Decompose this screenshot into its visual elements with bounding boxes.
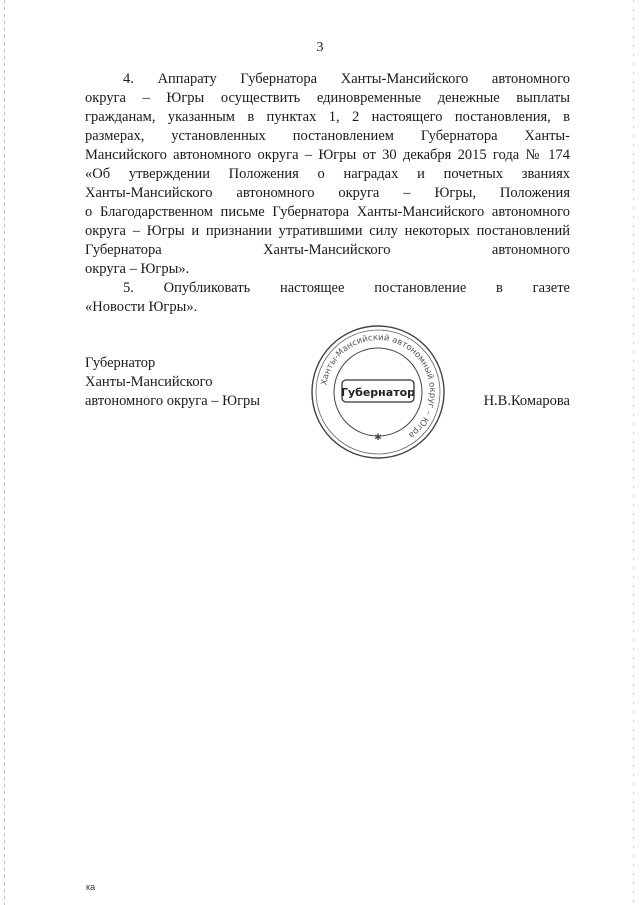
signatory-title-line-3: автономного округа – Югры — [85, 393, 261, 409]
signatory-name: Н.В.Комарова — [483, 393, 570, 409]
paragraph-4-line-10: Губернатора Ханты-Мансийского автономного — [85, 242, 570, 258]
page-number: 3 — [316, 40, 324, 55]
footer-mark: ка — [86, 882, 96, 892]
paragraph-4-line-7: Ханты-Мансийского автономного округа – Югры, Положения — [85, 185, 570, 201]
paragraph-5-line-1: 5. Опубликовать настоящее постановление в газете — [123, 280, 570, 296]
paragraph-5-line-2: «Новости Югры». — [85, 299, 198, 315]
paragraph-4-line-3: гражданам, указанным в пунктах 1, 2 настоящего постановления, в — [85, 109, 570, 125]
paragraph-4-line-4: размерах, установленных постановлением Губернатора Ханты- — [85, 128, 570, 144]
paragraph-4-line-9: округа – Югры и признании утратившими силу некоторых постановлений — [85, 223, 570, 239]
paragraph-4-line-8: о Благодарственном письме Губернатора Ханты-Мансийского автономного — [85, 204, 570, 220]
seal-ring-text: Ханты-Мансийский автономный округ – Югра — [319, 332, 438, 440]
body-text — [85, 70, 570, 317]
seal-center-text: Губернатор — [340, 386, 416, 399]
paragraph-4-line-1: 4. Аппарату Губернатора Ханты-Мансийского автономного — [123, 71, 570, 87]
signatory-title-line-2: Ханты-Мансийского — [85, 374, 213, 390]
signatory-title-line-1: Губернатор — [85, 355, 156, 371]
paragraph-4-line-5: Мансийского автономного округа – Югры от 30 декабря 2015 года № 174 — [85, 147, 570, 163]
paragraph-4-line-11: округа – Югры». — [85, 261, 190, 277]
seal-star-icon: ✱ — [374, 432, 382, 442]
paragraph-4-line-2: округа – Югры осуществить единовременные денежные выплаты — [85, 90, 570, 106]
seal-graphic — [308, 322, 448, 462]
scan-edge-right — [633, 0, 634, 905]
paragraph-4-line-6: «Об утверждении Положения о наградах и почетных званиях — [85, 166, 570, 182]
scan-edge-left — [4, 0, 5, 905]
official-seal — [308, 322, 448, 462]
